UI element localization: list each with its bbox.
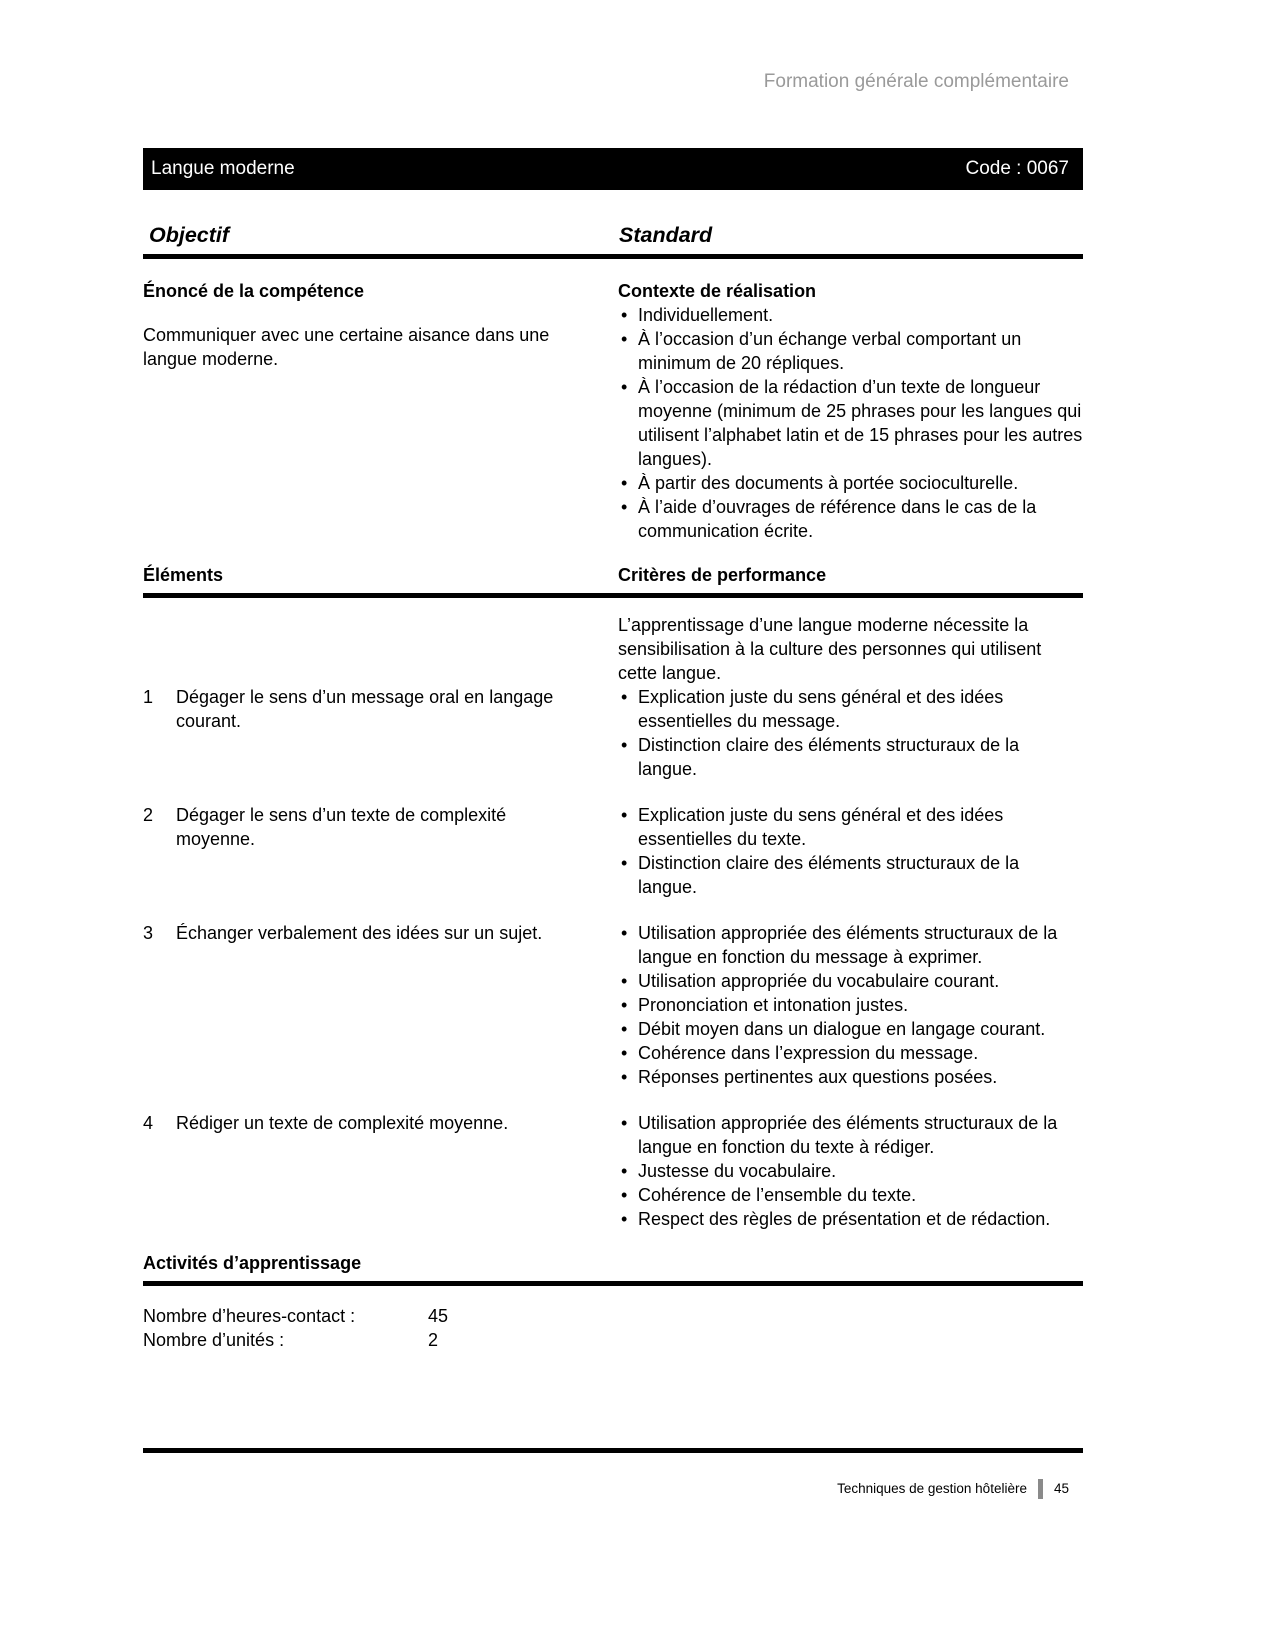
course-banner — [143, 148, 1083, 190]
elements-heading: Éléments — [143, 565, 224, 585]
footer-program-name: Techniques de gestion hôtelière — [837, 1481, 1027, 1496]
element-number: 1 — [143, 687, 154, 707]
element-row-1 — [143, 685, 1083, 781]
bullet-item: • Explication juste du sens général et des idées essentielles du message. — [618, 685, 1083, 733]
bullet-item: • À l’occasion de la rédaction d’un texte de longueur moyenne (minimum de 25 phrases pour les langues qui utilisent l’alphabet latin et de 15 phrases pour les autres langues). — [618, 375, 1083, 471]
total-label: Nombre d’unités : — [143, 1330, 285, 1350]
bullet-item: • Respect des règles de présentation et de rédaction. — [618, 1207, 1083, 1231]
enonce-title: Énoncé de la compétence — [143, 281, 365, 301]
bullet-item: • Cohérence dans l’expression du message. — [618, 1041, 1083, 1065]
total-row — [143, 1304, 1083, 1328]
element-number: 2 — [143, 805, 154, 825]
element-number: 4 — [143, 1113, 154, 1133]
bullet-item: • Distinction claire des éléments structuraux de la langue. — [618, 733, 1083, 781]
bullet-item: • Réponses pertinentes aux questions posées. — [618, 1065, 1083, 1089]
total-label: Nombre d’heures-contact : — [143, 1306, 356, 1326]
section-headers — [143, 563, 1083, 587]
bullet-item: • À partir des documents à portée socioculturelle. — [618, 471, 1083, 495]
element-1 — [143, 685, 585, 781]
bullet-item: • Utilisation appropriée du vocabulaire courant. — [618, 969, 1083, 993]
bullet-item: • À l’aide d’ouvrages de référence dans le cas de la communication écrite. — [618, 495, 1083, 543]
bullet-item: • À l’occasion d’un échange verbal comportant un minimum de 20 répliques. — [618, 327, 1083, 375]
element-row-2 — [143, 803, 1083, 899]
total-value: 45 — [428, 1306, 449, 1326]
element-text: Dégager le sens d’un message oral en langage courant. — [176, 687, 554, 731]
bullet-item: • Utilisation appropriée des éléments structuraux de la langue en fonction du texte à rédiger. — [618, 1111, 1083, 1159]
element-2 — [143, 803, 585, 899]
criteria-bullet-list — [618, 803, 1083, 899]
criteres-heading: Critères de performance — [618, 565, 827, 585]
objectif-column — [143, 279, 585, 543]
standard-heading: Standard — [619, 223, 713, 247]
element-text: Dégager le sens d’un texte de complexité moyenne. — [176, 805, 507, 849]
contexte-title: Contexte de réalisation — [618, 281, 817, 301]
footer-line — [143, 1479, 1083, 1499]
bullet-item: • Distinction claire des éléments structuraux de la langue. — [618, 851, 1083, 899]
competence-section — [143, 279, 1083, 543]
standard-column — [618, 279, 1083, 543]
criteria-bullet-list — [618, 921, 1083, 1089]
course-code: Code : 0067 — [965, 158, 1069, 179]
total-value: 2 — [428, 1330, 439, 1350]
activites-rule — [143, 1281, 1083, 1286]
bullet-item: • Prononciation et intonation justes. — [618, 993, 1083, 1017]
bullet-item: • Justesse du vocabulaire. — [618, 1159, 1083, 1183]
criteres-intro-row — [143, 613, 1083, 685]
enonce-text: Communiquer avec une certaine aisance dans une langue moderne. — [143, 325, 550, 369]
element-text: Échanger verbalement des idées sur un sujet. — [176, 923, 543, 943]
element-3 — [143, 921, 585, 1089]
header-rule — [143, 254, 1083, 259]
bullet-item: • Cohérence de l’ensemble du texte. — [618, 1183, 1083, 1207]
running-header: Formation générale complémentaire — [763, 71, 1069, 92]
intro-spacer — [143, 613, 585, 685]
footer-separator-bar — [1038, 1479, 1043, 1499]
totals-block — [143, 1304, 1083, 1352]
column-headers — [143, 222, 1083, 248]
element-4 — [143, 1111, 585, 1231]
total-row — [143, 1328, 1083, 1352]
course-title: Langue moderne — [151, 158, 295, 179]
bullet-item: • Individuellement. — [618, 303, 1083, 327]
contexte-bullet-list — [618, 303, 1083, 543]
bullet-item: • Débit moyen dans un dialogue en langage courant. — [618, 1017, 1083, 1041]
bullet-item: • Explication juste du sens général et des idées essentielles du texte. — [618, 803, 1083, 851]
element-number: 3 — [143, 923, 154, 943]
bullet-item: • Utilisation appropriée des éléments structuraux de la langue en fonction du message à exprimer. — [618, 921, 1083, 969]
element-row-3 — [143, 921, 1083, 1089]
activites-heading: Activités d’apprentissage — [143, 1253, 362, 1273]
page-number: 45 — [1053, 1481, 1069, 1496]
element-row-4 — [143, 1111, 1083, 1231]
criteres-intro: L’apprentissage d’une langue moderne nécessite la sensibilisation à la culture des personnes qui utilisent cette langue. — [618, 615, 1042, 683]
criteria-bullet-list — [618, 1111, 1083, 1231]
element-text: Rédiger un texte de complexité moyenne. — [176, 1113, 509, 1133]
page-footer — [143, 1448, 1083, 1499]
section-rule — [143, 593, 1083, 598]
criteria-bullet-list — [618, 685, 1083, 781]
footer-rule — [143, 1448, 1083, 1453]
objectif-heading: Objectif — [149, 223, 230, 247]
